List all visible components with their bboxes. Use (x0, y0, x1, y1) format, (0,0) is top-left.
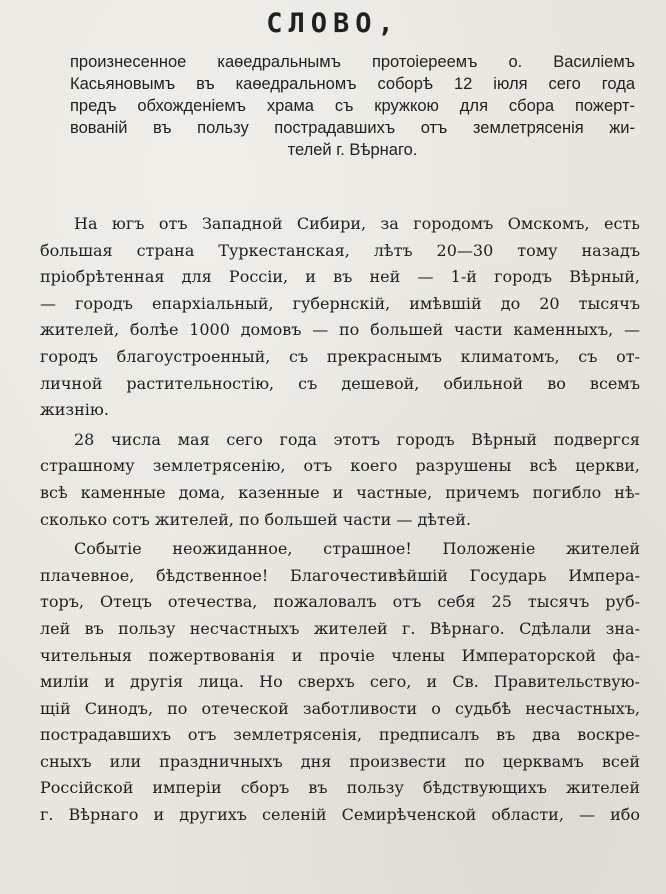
subtitle-line: Касьяновымъ въ каѳедральномъ соборѣ 12 іюля сего года (70, 75, 635, 93)
subtitle-line: предъ обхожденіемъ храма съ кружкою для сбора пожерт- (70, 97, 635, 115)
text-line: жизнію. (40, 400, 109, 420)
text-line: — городъ епархіальный, губернскій, имѣвшій до 20 тысячъ (40, 293, 640, 313)
text-line: сколько сотъ жителей, по большей части — дѣтей. (40, 509, 472, 529)
text-line: Событіе неожиданное, страшное! Положеніе жителей (74, 539, 640, 559)
paragraph-2 (40, 427, 640, 533)
text-line: г. Вѣрнаго и другихъ селеній Семирѣченской области, — ибо (40, 805, 640, 825)
text-line: плачевное, бѣдственное! Благочестивѣйшій Государь Импера- (40, 565, 640, 585)
paragraph-1 (40, 211, 640, 424)
text-line: Россійской имперіи сборъ въ пользу бѣдствующихъ жителей (40, 778, 640, 798)
text-line: миліи и другія лица. Но сверхъ сего, и Св. Правительствую- (40, 672, 640, 692)
text-line: сныхъ или праздничныхъ дня произвести по церквамъ всей (40, 751, 640, 771)
text-line: страшному землетрясенію, отъ коего разрушены всѣ церкви, (40, 456, 640, 476)
text-line: всѣ каменные дома, казенные и частные, причемъ погибло нѣ- (40, 482, 640, 502)
text-line: лей въ пользу несчастныхъ жителей г. Вѣрнаго. Сдѣлали зна- (40, 618, 640, 638)
text-line: пострадавшихъ отъ землетрясенія, предписалъ въ два воскре- (40, 725, 640, 745)
text-line: большая страна Туркестанская, лѣтъ 20—30 тому назадъ (40, 240, 640, 260)
text-line: жителей, болѣе 1000 домовъ — по большей части каменныхъ, — (40, 320, 640, 340)
text-line: личной растительностію, съ дешевой, обильной во всемъ (40, 373, 640, 393)
text-line: чительныя пожертвованія и прочіе члены Императорской фа- (40, 645, 640, 665)
paragraph-3 (40, 536, 640, 829)
text-line: торъ, Отецъ отечества, пожаловалъ отъ себя 25 тысячъ руб- (40, 592, 640, 612)
document-title: СЛОВО, (266, 8, 400, 39)
document-body (40, 211, 640, 832)
text-line: 28 числа мая сего года этотъ городъ Вѣрный подвергся (74, 429, 640, 449)
text-line: городъ благоустроенный, съ прекраснымъ климатомъ, съ от- (40, 346, 640, 366)
subtitle-line: вованій въ пользу пострадавшихъ отъ землетрясенія жи- (70, 119, 635, 137)
text-line: щій Синодъ, по отеческой заботливости о судьбѣ несчастныхъ, (40, 698, 640, 718)
subtitle-line: произнесенное каѳедральнымъ протоіереемъ о. Василіемъ (70, 53, 635, 71)
text-line: пріобрѣтенная для Россіи, и въ ней — 1-й городъ Вѣрный, (40, 267, 640, 287)
document-subtitle (70, 51, 635, 161)
text-line: На югъ отъ Западной Сибири, за городомъ Омскомъ, есть (74, 214, 640, 233)
subtitle-line: телей г. Вѣрнаго. (287, 141, 418, 159)
